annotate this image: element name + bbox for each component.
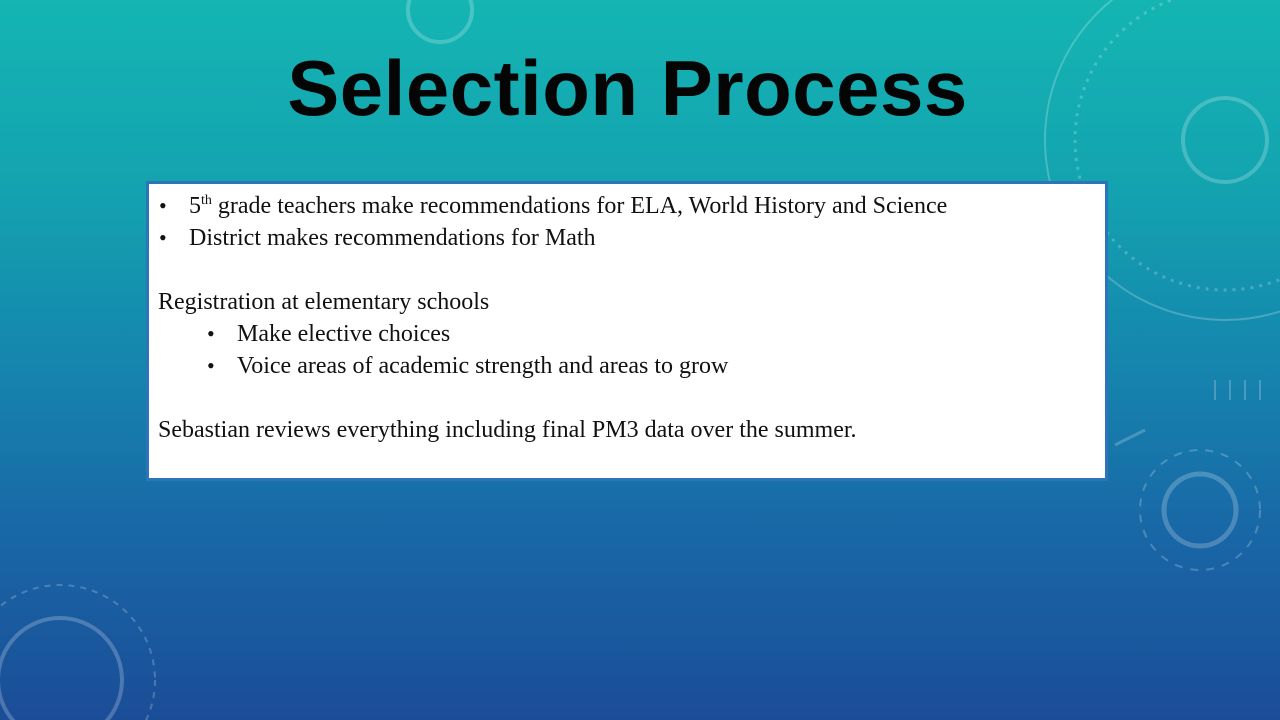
list-item-text	[189, 190, 947, 222]
content-box	[146, 181, 1108, 481]
bullet-icon: •	[159, 225, 167, 250]
bullet-icon: •	[159, 193, 167, 218]
sup-number: 5	[189, 193, 201, 219]
item-text: Make elective choices	[237, 321, 451, 347]
slide-title: Selection Process	[287, 44, 968, 132]
bullet-icon: •	[207, 353, 215, 378]
item-text: District makes recommendations for Math	[189, 225, 596, 251]
sup-suffix: th	[201, 193, 212, 208]
bullet-icon: •	[207, 321, 215, 346]
registration-heading: Registration at elementary schools	[158, 289, 490, 315]
item-text: Voice areas of academic strength and areas to grow	[237, 353, 729, 379]
closing-text: Sebastian reviews everything including final PM3 data over the summer.	[158, 417, 857, 443]
item-text: grade teachers make recommendations for ELA, World History and Science	[217, 193, 948, 219]
